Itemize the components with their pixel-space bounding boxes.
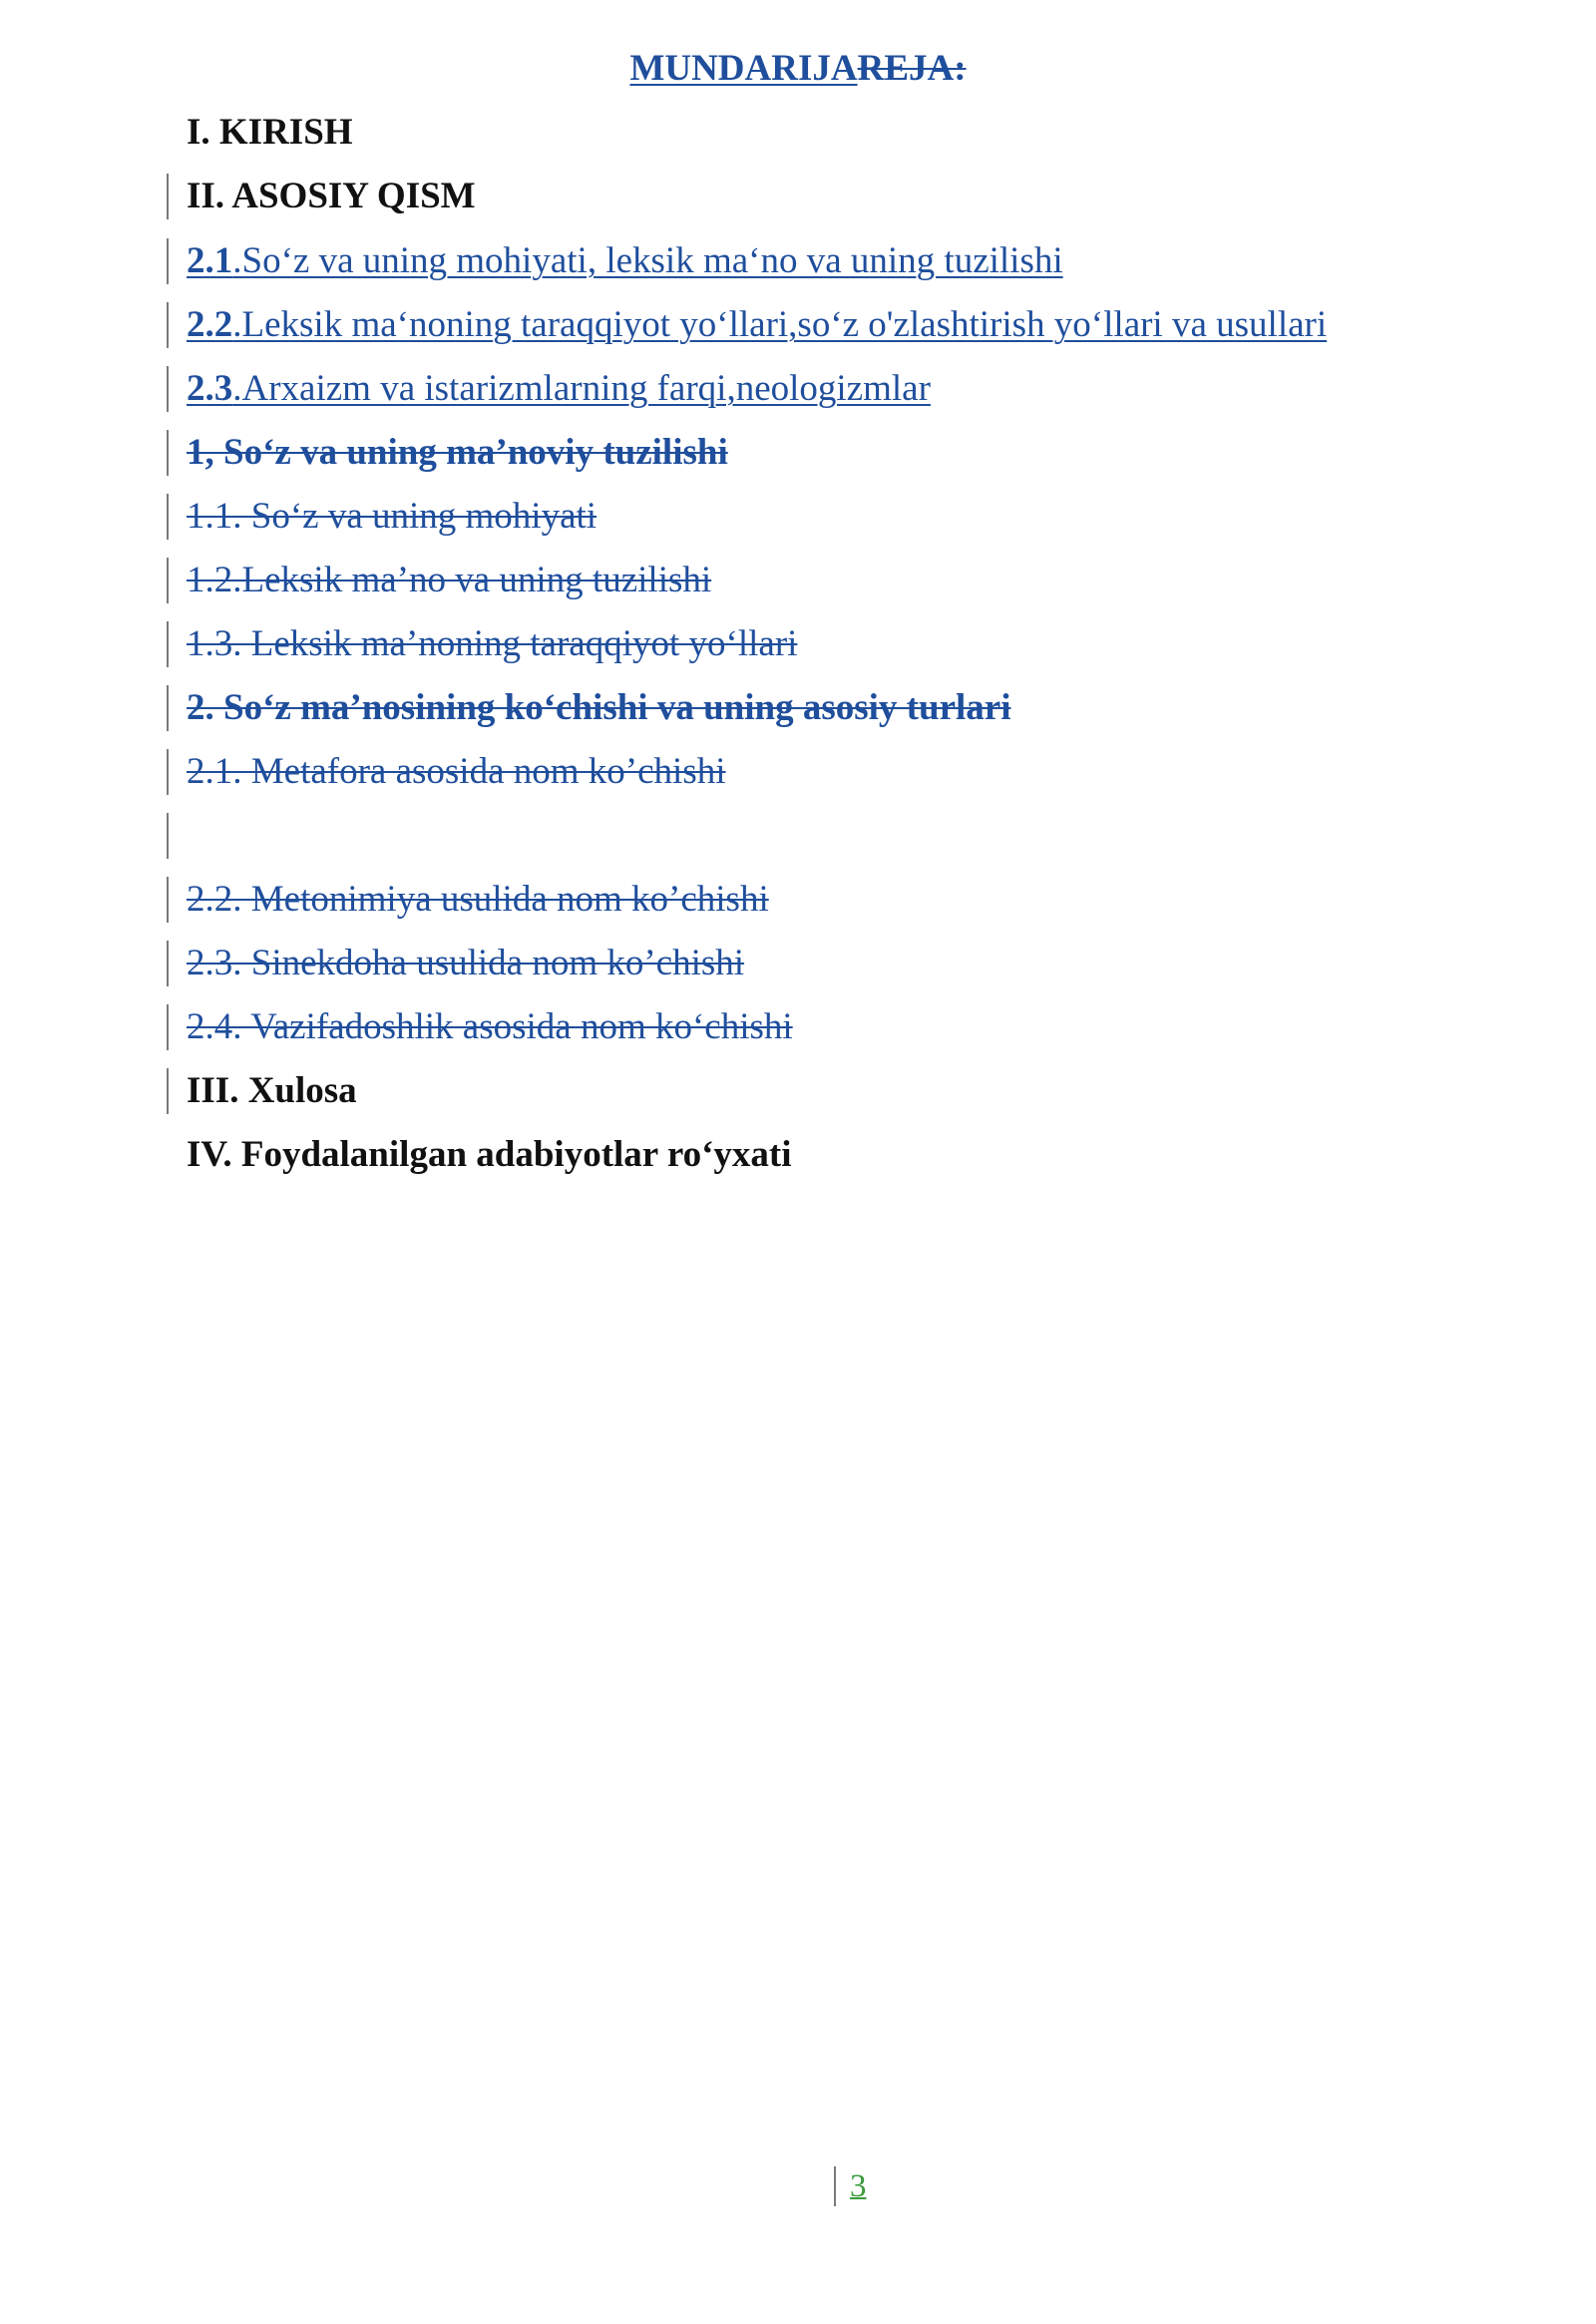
toc-deleted-item: 1.1. So‘z va uning mohiyati [187, 496, 598, 537]
toc-deleted-item: 1.3. Leksik ma’noning taraqqiyot yo‘llari [187, 623, 798, 664]
change-bar [167, 366, 169, 412]
change-bar [834, 2166, 836, 2206]
change-bar [167, 621, 169, 667]
change-bar [167, 749, 169, 795]
change-bar [167, 238, 169, 284]
toc-deleted-item: 2.4. Vazifadoshlik asosida nom ko‘chishi [187, 1006, 793, 1047]
change-bar [167, 1068, 169, 1114]
change-bar [167, 494, 169, 540]
toc-item-xulosa: III. Xulosa [187, 1070, 357, 1111]
title-deleted: REJA: [857, 48, 967, 89]
toc-deleted-item: 2.3. Sinekdoha usulida nom ko’chishi [187, 943, 745, 983]
toc-item-number: 2.1 [187, 240, 233, 281]
title-inserted: MUNDARIJA [629, 48, 858, 89]
change-bar [167, 813, 169, 859]
change-bar [167, 685, 169, 731]
change-bar [167, 1004, 169, 1050]
toc-item-text: .Leksik ma‘noning taraqqiyot yo‘llari,so‘z o'zlashtirish yo‘llari va usullari [232, 304, 1328, 345]
toc-deleted-item: 2. So‘z ma’nosining ko‘chishi va uning asosiy turlari [187, 687, 1011, 728]
toc-item-2-1[interactable] [187, 236, 1063, 286]
toc-item-2-2[interactable] [187, 300, 1327, 350]
toc-item-asosiy: II. ASOSIY QISM [187, 176, 476, 216]
toc-title [0, 44, 1596, 94]
change-bar [167, 174, 169, 219]
toc-item-text: .Arxaizm va istarizmlarning farqi,neologizmlar [232, 368, 931, 409]
toc-item-adabiyotlar: IV. Foydalanilgan adabiyotlar ro‘yxati [187, 1134, 792, 1175]
toc-deleted-item: 1.2.Leksik ma’no va uning tuzilishi [187, 560, 712, 600]
toc-deleted-item: 2.1. Metafora asosida nom ko’chishi [187, 751, 726, 792]
change-bar [167, 430, 169, 476]
toc-item-kirish: I. KIRISH [187, 112, 353, 153]
change-bar [167, 302, 169, 348]
toc-deleted-item: 1, So‘z va uning ma’noviy tuzilishi [187, 432, 728, 473]
page-number: 3 [850, 2168, 867, 2204]
change-bar [167, 941, 169, 986]
change-bar [167, 877, 169, 923]
toc-item-number: 2.2 [187, 304, 233, 345]
change-bar [167, 558, 169, 603]
toc-deleted-item: 2.2. Metonimiya usulida nom ko’chishi [187, 879, 769, 920]
toc-item-2-3[interactable] [187, 364, 931, 414]
toc-item-text: .So‘z va uning mohiyati, leksik ma‘no va uning tuzilishi [232, 240, 1063, 281]
toc-item-number: 2.3 [187, 368, 233, 409]
